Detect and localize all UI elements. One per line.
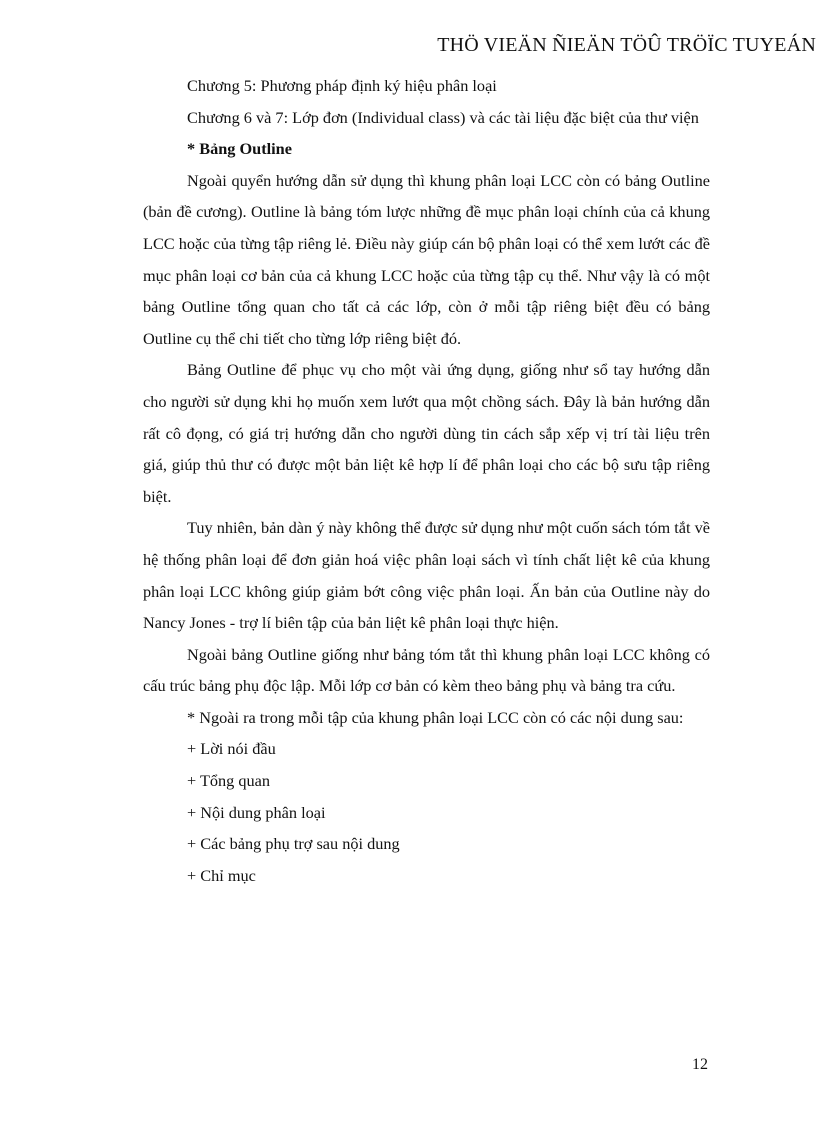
chapter-line-5: Chương 5: Phương pháp định ký hiệu phân loại xyxy=(187,76,497,95)
page-header: THÖ VIEÄN ÑIEÄN TÖÛ TRÖÏC TUYEÁN xyxy=(437,34,816,56)
paragraph-contents-intro: * Ngoài ra trong mỗi tập của khung phân loại LCC còn có các nội dung sau: xyxy=(187,707,684,727)
page-number: 12 xyxy=(692,1056,708,1073)
paragraph-outline-intro: Ngoài quyển hướng dẫn sử dụng thì khung phân loại LCC còn có bảng Outline (bản đề cương). Outline là bảng tóm lược những đề mục phân loại chính của cả khung LCC hoặc của từng tập riêng lẻ. Điều này giúp cán bộ phân loại có thể xem lướt các đề mục phân loại cơ bản của cả khung LCC hoặc của từng tập cụ thể. Như vậy là có một bảng Outline tổng quan cho tất cả các lớp, còn ở mỗi tập riêng biệt đều có bảng Outline cụ thể chi tiết cho từng lớp riêng biệt đó. xyxy=(143,170,710,348)
list-item: + Chỉ mục xyxy=(187,865,256,885)
chapter-line-6-7: Chương 6 và 7: Lớp đơn (Individual class) và các tài liệu đặc biệt của thư viện xyxy=(187,107,699,127)
paragraph-outline-purpose: Bảng Outline để phục vụ cho một vài ứng dụng, giống như sổ tay hướng dẫn cho người sử dụng khi họ muốn xem lướt qua một chồng sách. Đây là bản hướng dẫn rất cô đọng, có giá trị hướng dẫn cho người dùng tin cách sắp xếp vị trí tài liệu trên giá, giúp thủ thư có được một bản liệt kê hợp lí để phân loại cho các bộ sưu tập riêng biệt. xyxy=(143,360,710,506)
list-item: + Nội dung phân loại xyxy=(187,802,326,822)
paragraph-outline-limitation: Tuy nhiên, bản dàn ý này không thể được sử dụng như một cuốn sách tóm tắt về hệ thống phân loại để đơn giản hoá việc phân loại sách vì tính chất liệt kê của khung phân loại LCC không giúp giảm bớt công việc phân loại. Ấn bản của Outline này do Nancy Jones - trợ lí biên tập của bản liệt kê phân loại thực hiện. xyxy=(143,518,710,633)
list-item: + Lời nói đầu xyxy=(187,739,276,759)
list-item: + Các bảng phụ trợ sau nội dung xyxy=(187,834,400,854)
page-content xyxy=(143,70,710,891)
section-heading: * Bảng Outline xyxy=(187,139,292,159)
paragraph-outline-structure: Ngoài bảng Outline giống như bảng tóm tắt thì khung phân loại LCC không có cấu trúc bảng phụ độc lập. Mỗi lớp cơ bản có kèm theo bảng phụ và bảng tra cứu. xyxy=(143,644,710,696)
list-item: + Tổng quan xyxy=(187,771,271,791)
